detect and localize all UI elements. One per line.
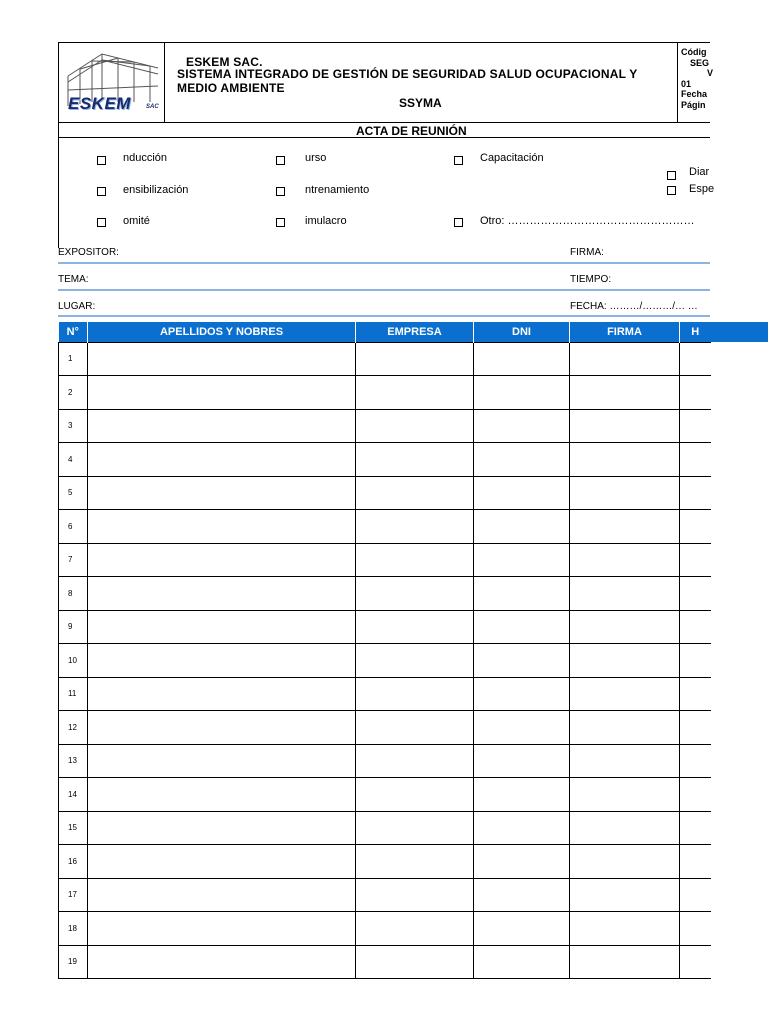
table-row [59, 845, 711, 879]
table-cell[interactable] [680, 811, 711, 845]
row-number: 19 [59, 945, 88, 979]
table-cell[interactable] [570, 644, 680, 678]
table-cell[interactable] [356, 778, 474, 812]
table-cell[interactable] [356, 376, 474, 410]
table-cell[interactable] [570, 443, 680, 477]
option-label: imulacro [305, 215, 347, 227]
table-cell[interactable] [570, 878, 680, 912]
table-cell[interactable] [356, 912, 474, 946]
table-row [59, 577, 711, 611]
code-line: Códig [681, 47, 707, 57]
row-number: 1 [59, 342, 88, 376]
row-number: 7 [59, 543, 88, 577]
table-row [59, 912, 711, 946]
table-cell[interactable] [356, 342, 474, 376]
table-cell[interactable] [88, 845, 356, 879]
table-cell[interactable] [474, 577, 570, 611]
table-cell[interactable] [356, 409, 474, 443]
form-title: ACTA DE REUNIÓN [356, 124, 467, 138]
row-number: 13 [59, 744, 88, 778]
table-row [59, 644, 711, 678]
table-cell[interactable] [88, 543, 356, 577]
row-number: 2 [59, 376, 88, 410]
system-title-line1: SISTEMA INTEGRADO DE GESTIÓN DE SEGURIDAD SALUD OCUPACIONAL Y [177, 67, 638, 81]
company-logo [62, 46, 162, 120]
option-label: urso [305, 152, 327, 164]
table-cell[interactable] [356, 610, 474, 644]
table-cell[interactable] [88, 778, 356, 812]
table-cell[interactable] [680, 677, 711, 711]
table-row [59, 342, 711, 376]
table-cell[interactable] [680, 409, 711, 443]
table-cell[interactable] [680, 443, 711, 477]
row-number: 3 [59, 409, 88, 443]
table-cell[interactable] [570, 945, 680, 979]
table-cell[interactable] [680, 577, 711, 611]
table-row [59, 677, 711, 711]
table-row [59, 610, 711, 644]
table-cell[interactable] [88, 443, 356, 477]
option-label: Diar [689, 166, 710, 178]
table-cell[interactable] [356, 945, 474, 979]
table-cell[interactable] [474, 845, 570, 879]
option-label: omité [123, 215, 150, 227]
checkbox-simulacro[interactable] [276, 218, 285, 227]
table-cell[interactable] [356, 677, 474, 711]
table-cell[interactable] [356, 577, 474, 611]
header-blue-overflow [710, 322, 768, 342]
checkbox-diar[interactable] [667, 171, 676, 180]
table-cell[interactable] [570, 610, 680, 644]
table-cell[interactable] [88, 610, 356, 644]
table-cell[interactable] [474, 945, 570, 979]
table-cell[interactable] [570, 711, 680, 745]
table-cell[interactable] [88, 510, 356, 544]
table-cell[interactable] [356, 811, 474, 845]
table-cell[interactable] [474, 677, 570, 711]
ssyma-label: SSYMA [399, 96, 442, 110]
column-header: FIRMA [570, 322, 680, 342]
code-line: V [707, 68, 714, 78]
table-cell[interactable] [680, 878, 711, 912]
table-cell[interactable] [680, 644, 711, 678]
table-cell[interactable] [680, 476, 711, 510]
table-cell[interactable] [356, 744, 474, 778]
table-row [59, 744, 711, 778]
table-cell[interactable] [474, 409, 570, 443]
option-label: Otro: …………………………………………… [480, 215, 695, 227]
table-row [59, 476, 711, 510]
table-header-row [59, 322, 711, 342]
option-label: ensibilización [123, 184, 189, 196]
option-label: Capacitación [480, 152, 544, 164]
expositor-rule [58, 262, 710, 264]
table-row [59, 778, 711, 812]
table-cell[interactable] [88, 376, 356, 410]
table-cell[interactable] [88, 409, 356, 443]
table-cell[interactable] [570, 476, 680, 510]
row-number: 9 [59, 610, 88, 644]
fecha-label: FECHA: ………/………/… … [570, 301, 698, 312]
logo-subtext: SAC [146, 104, 159, 110]
option-label: nducción [123, 152, 168, 164]
table-cell[interactable] [474, 878, 570, 912]
checkbox-capacitacion[interactable] [454, 156, 463, 165]
table-row [59, 878, 711, 912]
table-cell[interactable] [474, 476, 570, 510]
table-row [59, 376, 711, 410]
table-cell[interactable] [356, 644, 474, 678]
table-cell[interactable] [88, 945, 356, 979]
table-cell[interactable] [356, 878, 474, 912]
table-row [59, 711, 711, 745]
row-number: 14 [59, 778, 88, 812]
table-cell[interactable] [680, 778, 711, 812]
table-cell[interactable] [474, 342, 570, 376]
table-cell[interactable] [88, 476, 356, 510]
column-header: APELLIDOS Y NOBRES [88, 322, 356, 342]
code-line: 01 [681, 78, 692, 89]
row-number: 4 [59, 443, 88, 477]
table-cell[interactable] [474, 811, 570, 845]
tema-label: TEMA: [58, 274, 89, 285]
row-number: 15 [59, 811, 88, 845]
row-number: 8 [59, 577, 88, 611]
column-header: EMPRESA [356, 322, 474, 342]
table-cell[interactable] [570, 543, 680, 577]
table-cell[interactable] [474, 912, 570, 946]
table-cell[interactable] [474, 543, 570, 577]
table-cell[interactable] [474, 744, 570, 778]
row-number: 11 [59, 677, 88, 711]
table-cell[interactable] [570, 912, 680, 946]
table-cell[interactable] [680, 543, 711, 577]
checkbox-curso[interactable] [276, 156, 285, 165]
row-number: 17 [59, 878, 88, 912]
table-row [59, 409, 711, 443]
column-header: DNI [474, 322, 570, 342]
table-cell[interactable] [474, 778, 570, 812]
checkbox-sensibilizacion[interactable] [97, 187, 106, 196]
checkbox-comite[interactable] [97, 218, 106, 227]
table-row [59, 510, 711, 544]
tema-rule [58, 289, 710, 291]
table-cell[interactable] [88, 342, 356, 376]
checkbox-espe[interactable] [667, 186, 676, 195]
table-row [59, 443, 711, 477]
table-cell[interactable] [356, 543, 474, 577]
table-cell[interactable] [680, 610, 711, 644]
table-cell[interactable] [570, 342, 680, 376]
table-cell[interactable] [88, 677, 356, 711]
table-cell[interactable] [356, 845, 474, 879]
code-divider [677, 42, 678, 123]
table-cell[interactable] [680, 945, 711, 979]
table-row [59, 945, 711, 979]
company-name: ESKEM SAC. [186, 55, 263, 69]
table-cell[interactable] [570, 778, 680, 812]
tiempo-label: TIEMPO: [570, 274, 612, 285]
checkbox-otro[interactable] [454, 218, 463, 227]
checkbox-entrenamiento[interactable] [276, 187, 285, 196]
row-number: 6 [59, 510, 88, 544]
table-cell[interactable] [88, 644, 356, 678]
table-cell[interactable] [570, 677, 680, 711]
table-cell[interactable] [570, 811, 680, 845]
table-cell[interactable] [356, 711, 474, 745]
lugar-rule [58, 315, 710, 317]
table-cell[interactable] [88, 744, 356, 778]
table-cell[interactable] [474, 644, 570, 678]
table-cell[interactable] [680, 912, 711, 946]
table-cell[interactable] [88, 878, 356, 912]
table-cell[interactable] [680, 376, 711, 410]
column-header: N° [59, 322, 88, 342]
option-label: Espe [689, 183, 715, 195]
firma-label: FIRMA: [570, 247, 604, 258]
row-number: 12 [59, 711, 88, 745]
row-number: 10 [59, 644, 88, 678]
table-cell[interactable] [356, 476, 474, 510]
system-title-line2: MEDIO AMBIENTE [177, 81, 285, 95]
row-number: 16 [59, 845, 88, 879]
table-cell[interactable] [680, 342, 711, 376]
option-label: ntrenamiento [305, 184, 370, 196]
lugar-label: LUGAR: [58, 301, 96, 312]
column-header: H [680, 322, 711, 342]
code-line: Fecha [681, 89, 708, 99]
code-line: SEG [690, 57, 710, 68]
checkbox-induccion[interactable] [97, 156, 106, 165]
table-cell[interactable] [474, 376, 570, 410]
table-cell[interactable] [88, 811, 356, 845]
table-cell[interactable] [570, 577, 680, 611]
table-cell[interactable] [570, 409, 680, 443]
table-cell[interactable] [356, 443, 474, 477]
table-cell[interactable] [474, 711, 570, 745]
document-code-block [681, 47, 714, 110]
code-line: Págin [681, 99, 706, 110]
table-cell[interactable] [570, 845, 680, 879]
table-row [59, 543, 711, 577]
table-cell[interactable] [88, 577, 356, 611]
table-cell[interactable] [474, 610, 570, 644]
row-number: 5 [59, 476, 88, 510]
table-cell[interactable] [680, 510, 711, 544]
attendance-table [58, 322, 711, 979]
table-cell[interactable] [570, 744, 680, 778]
table-cell[interactable] [570, 510, 680, 544]
logo-text: ESKEM [68, 94, 131, 113]
row-number: 18 [59, 912, 88, 946]
table-cell[interactable] [356, 510, 474, 544]
table-cell[interactable] [680, 845, 711, 879]
table-cell[interactable] [680, 744, 711, 778]
table-row [59, 811, 711, 845]
form-left-border [58, 138, 59, 248]
table-cell[interactable] [680, 711, 711, 745]
table-cell[interactable] [474, 510, 570, 544]
table-cell[interactable] [570, 376, 680, 410]
table-cell[interactable] [88, 912, 356, 946]
expositor-label: EXPOSITOR: [58, 247, 119, 258]
table-cell[interactable] [474, 443, 570, 477]
table-cell[interactable] [88, 711, 356, 745]
logo-divider [164, 42, 165, 123]
